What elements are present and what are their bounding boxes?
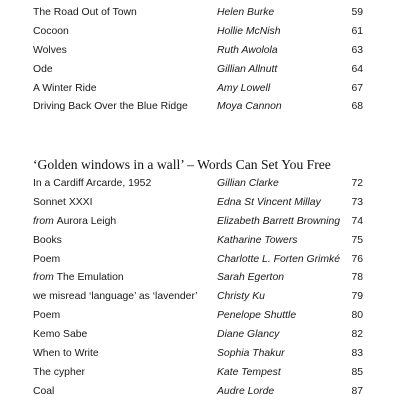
page-number: 61 — [351, 25, 363, 37]
poem-title — [33, 80, 97, 99]
page-number: 87 — [351, 385, 363, 397]
toc-entry — [33, 345, 363, 364]
title-text: Wolves — [33, 44, 67, 56]
poem-author: Moya Cannon — [217, 101, 282, 113]
page-number: 68 — [351, 101, 363, 113]
toc-entry — [33, 269, 363, 288]
page-number: 63 — [351, 44, 363, 56]
poem-title — [33, 383, 54, 402]
title-prefix: from — [33, 215, 57, 227]
poem-author: Sarah Egerton — [217, 272, 285, 284]
poem-title — [33, 345, 99, 364]
poem-author: Kate Tempest — [217, 366, 281, 378]
poem-title — [33, 98, 188, 117]
page-number: 79 — [351, 291, 363, 303]
poem-title — [33, 213, 116, 232]
title-text: Ode — [33, 63, 53, 75]
toc-entry — [33, 80, 363, 99]
title-text: Kemo Sabe — [33, 329, 88, 341]
toc-entry — [33, 307, 363, 326]
section-heading: ‘Golden windows in a wall’ – Words Can Set You Free — [33, 157, 331, 172]
poem-author: Diane Glancy — [217, 329, 280, 341]
poem-author: Katharine Towers — [217, 234, 298, 246]
poem-title — [33, 232, 62, 251]
page-number: 67 — [351, 82, 363, 94]
toc-entry — [33, 4, 363, 23]
toc-entry — [33, 42, 363, 61]
title-text: Coal — [33, 385, 55, 397]
title-text: Cocoon — [33, 25, 69, 37]
page-number: 76 — [351, 253, 363, 265]
title-text: Driving Back Over the Blue Ridge — [33, 101, 188, 113]
title-text: The cypher — [33, 366, 85, 378]
poem-author: Audre Lorde — [217, 385, 275, 397]
page-number: 83 — [351, 348, 363, 360]
page-number: 73 — [351, 196, 363, 208]
poem-title — [33, 269, 124, 288]
poem-title — [33, 61, 53, 80]
title-text: The Road Out of Town — [33, 7, 137, 18]
poem-author: Penelope Shuttle — [217, 310, 297, 322]
poem-author: Edna St Vincent Millay — [217, 196, 321, 208]
toc-entry — [33, 326, 363, 345]
title-text: we misread ‘language’ as ‘lavender’ — [33, 291, 198, 303]
toc-entry — [33, 213, 363, 232]
title-text: Books — [33, 234, 62, 246]
page-number: 75 — [351, 234, 363, 246]
toc-entry — [33, 98, 363, 117]
toc-list-bottom — [33, 175, 363, 402]
poem-title — [33, 288, 198, 307]
title-text: A Winter Ride — [33, 82, 97, 94]
page-number: 74 — [351, 215, 363, 227]
poem-title — [33, 42, 67, 61]
poem-title — [33, 364, 85, 383]
page-number: 72 — [351, 178, 363, 189]
toc-entry — [33, 232, 363, 251]
poem-author: Christy Ku — [217, 291, 265, 303]
toc-entry — [33, 175, 363, 194]
poem-title — [33, 194, 93, 213]
poem-author: Ruth Awolola — [217, 44, 278, 56]
poem-author: Elizabeth Barrett Browning — [217, 215, 341, 227]
title-text: Sonnet XXXI — [33, 196, 93, 208]
toc-entry — [33, 61, 363, 80]
toc-entry — [33, 288, 363, 307]
title-text: Poem — [33, 310, 61, 322]
poem-author: Hollie McNish — [217, 25, 281, 37]
poem-title — [33, 307, 60, 326]
poem-author: Gillian Clarke — [217, 178, 279, 189]
page-number: 64 — [351, 63, 363, 75]
toc-entry — [33, 23, 363, 42]
poem-title — [33, 326, 87, 345]
title-text: When to Write — [33, 348, 99, 360]
toc-entry — [33, 194, 363, 213]
page-number: 80 — [351, 310, 363, 322]
page-number: 59 — [351, 7, 363, 18]
title-text: Aurora Leigh — [56, 215, 117, 227]
poem-title — [33, 4, 137, 23]
toc-list-top — [33, 4, 363, 117]
poem-author: Helen Burke — [217, 7, 275, 18]
toc-entry — [33, 364, 363, 383]
poem-author: Gillian Allnutt — [217, 63, 278, 75]
title-text: In a Cardiff Arcarde, 1952 — [33, 178, 152, 189]
poem-title — [33, 251, 60, 270]
page-number: 82 — [351, 329, 363, 341]
toc-entry — [33, 251, 363, 270]
poem-author: Amy Lowell — [217, 82, 271, 94]
toc-entry — [33, 383, 363, 402]
poem-title — [33, 23, 69, 42]
title-text: Poem — [33, 253, 61, 265]
page-number: 85 — [351, 366, 363, 378]
poem-author: Sophia Thakur — [217, 348, 285, 360]
poem-author: Charlotte L. Forten Grimké — [217, 253, 340, 265]
page-number: 78 — [351, 272, 363, 284]
title-prefix: from — [33, 272, 57, 284]
poem-title — [33, 175, 151, 194]
title-text: The Emulation — [56, 272, 124, 284]
